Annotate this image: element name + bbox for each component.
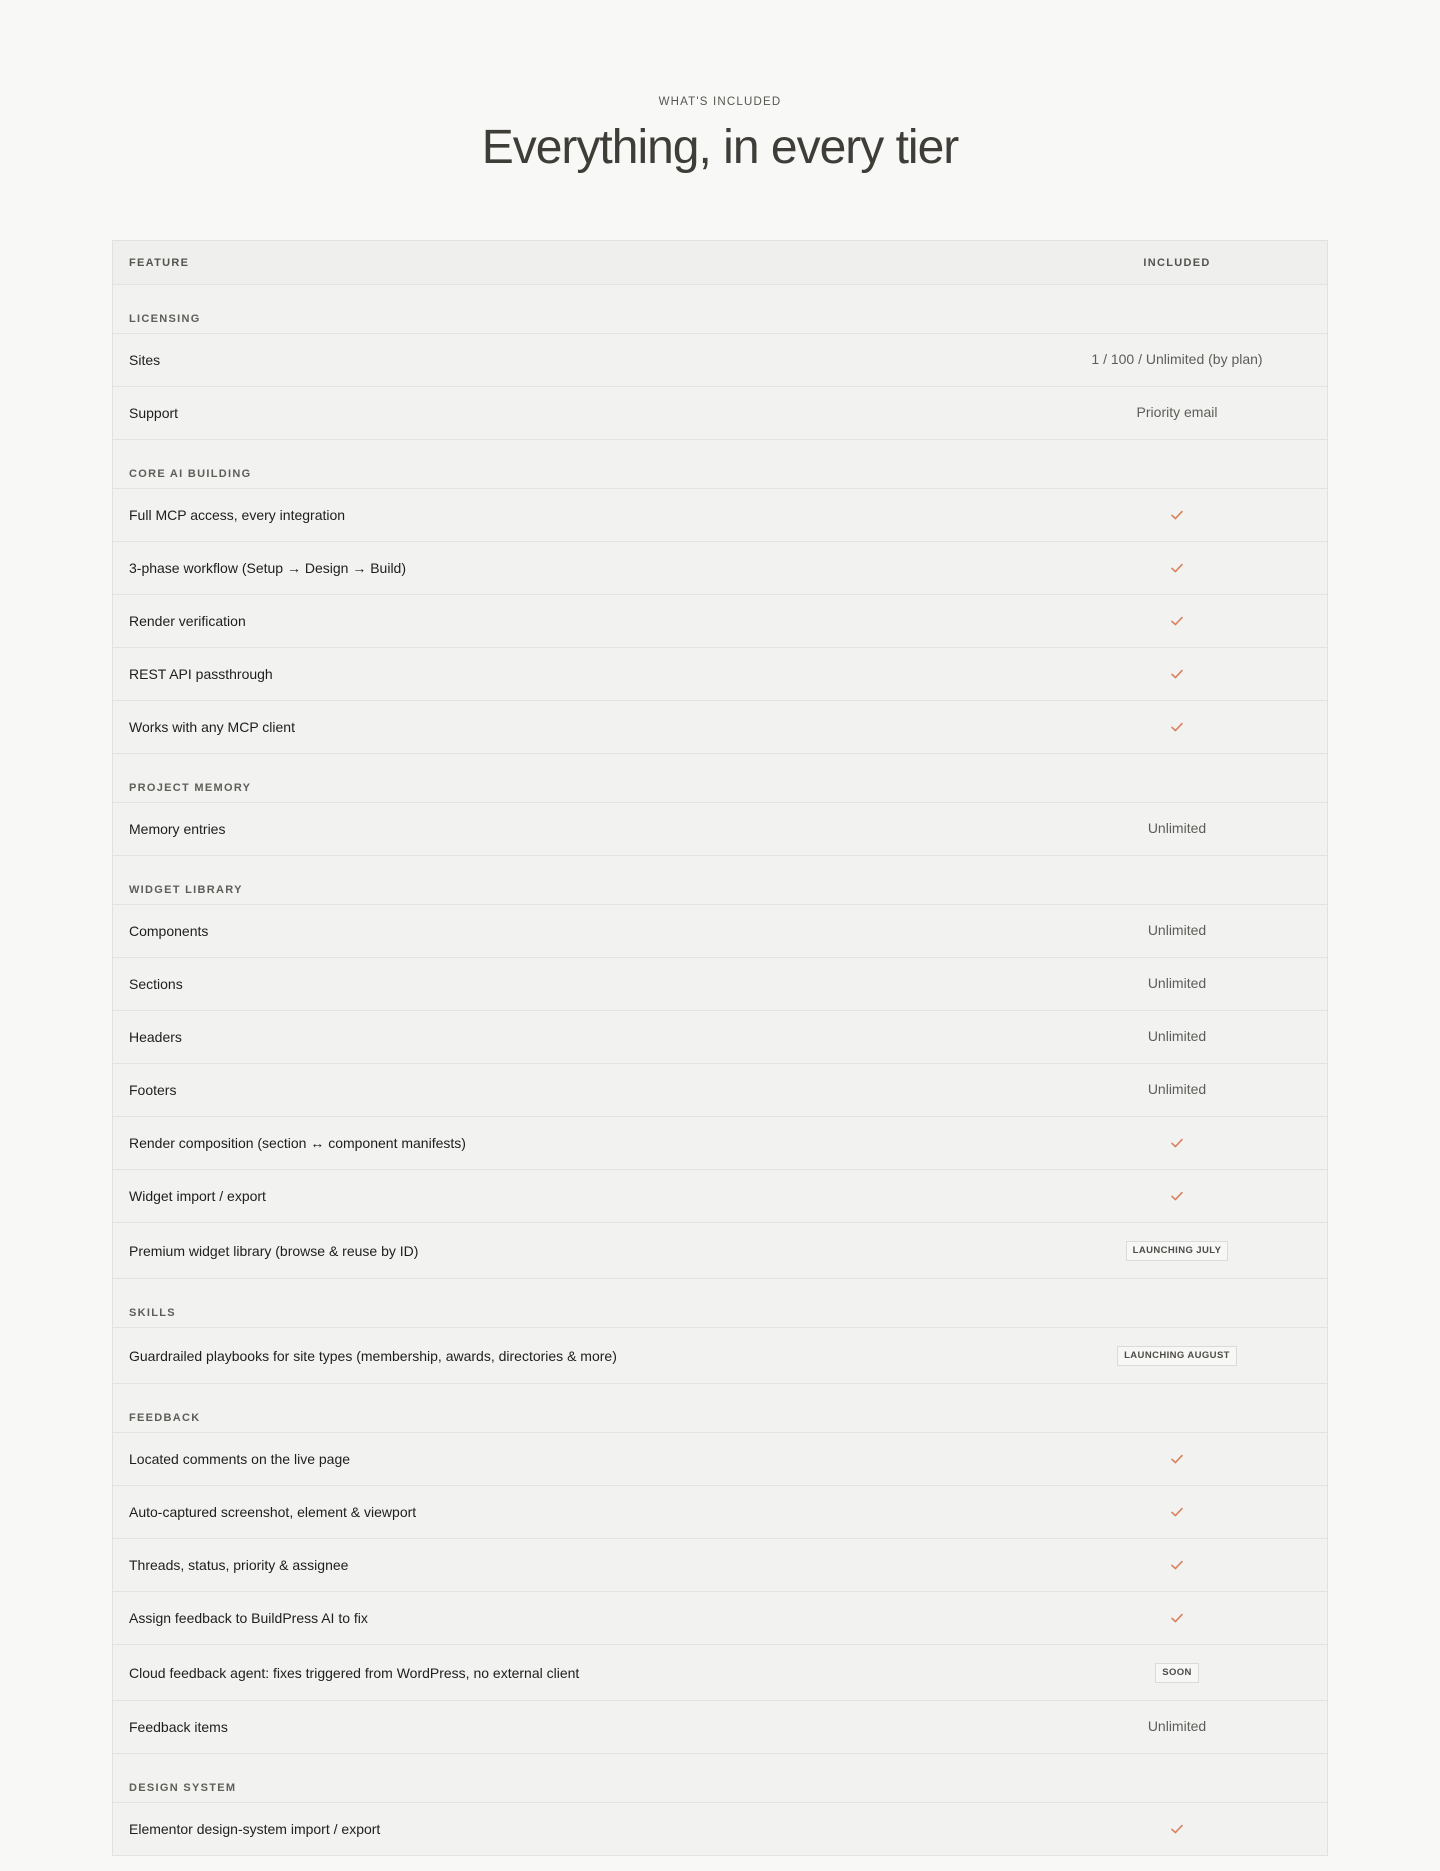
check-icon xyxy=(1170,1611,1184,1625)
table-header-row xyxy=(113,241,1327,285)
table-row xyxy=(113,1539,1327,1592)
included-cell xyxy=(1027,1345,1327,1366)
check-icon xyxy=(1170,720,1184,734)
included-cell xyxy=(1027,559,1327,577)
included-cell xyxy=(1027,975,1327,993)
table-body xyxy=(113,285,1327,1856)
check-icon xyxy=(1170,1558,1184,1572)
section-label: FEEDBACK xyxy=(129,1412,201,1424)
feature-name: Feedback items xyxy=(129,1719,228,1735)
check-icon xyxy=(1170,614,1184,628)
included-cell xyxy=(1027,1187,1327,1205)
included-cell xyxy=(1027,1718,1327,1736)
table-row xyxy=(113,1701,1327,1754)
table-row xyxy=(113,1011,1327,1064)
feature-name: 3-phase workflow (Setup → Design → Build) xyxy=(129,560,407,576)
included-cell xyxy=(1027,1503,1327,1521)
included-cell xyxy=(1027,1134,1327,1152)
table-row xyxy=(113,542,1327,595)
included-cell xyxy=(1027,1028,1327,1046)
feature-name: Located comments on the live page xyxy=(129,1451,351,1467)
section-row xyxy=(113,1754,1327,1803)
included-value: Unlimited xyxy=(1147,1028,1207,1044)
table-row xyxy=(113,958,1327,1011)
feature-name: Premium widget library (browse & reuse by ID) xyxy=(129,1242,419,1259)
section-label: SKILLS xyxy=(129,1307,176,1319)
included-cell xyxy=(1027,612,1327,630)
included-cell xyxy=(1027,718,1327,736)
feature-name: Assign feedback to BuildPress AI to fix xyxy=(129,1610,368,1626)
column-header-feature: FEATURE xyxy=(129,256,190,269)
status-badge: LAUNCHING JULY xyxy=(1126,1241,1229,1261)
table-row xyxy=(113,1223,1327,1279)
feature-name: Headers xyxy=(129,1029,182,1045)
check-icon xyxy=(1170,1452,1184,1466)
feature-name: Widget import / export xyxy=(129,1188,266,1204)
page-title: Everything, in every tier xyxy=(481,121,959,174)
table-row xyxy=(113,803,1327,856)
included-cell xyxy=(1027,1662,1327,1683)
table-row xyxy=(113,1803,1327,1856)
included-cell xyxy=(1027,665,1327,683)
table-row xyxy=(113,905,1327,958)
table-row xyxy=(113,1592,1327,1645)
eyebrow-label: WHAT'S INCLUDED xyxy=(658,96,782,108)
included-cell xyxy=(1027,506,1327,524)
check-icon xyxy=(1170,1136,1184,1150)
feature-name: Guardrailed playbooks for site types (membership, awards, directories & more) xyxy=(129,1347,617,1364)
feature-name: Cloud feedback agent: fixes triggered from WordPress, no external client xyxy=(129,1664,580,1681)
check-icon xyxy=(1170,508,1184,522)
feature-name: Support xyxy=(129,405,179,421)
feature-name: Sections xyxy=(129,976,183,992)
feature-name: Footers xyxy=(129,1082,177,1098)
included-value: Unlimited xyxy=(1147,975,1207,991)
table-row xyxy=(113,1433,1327,1486)
included-value: Priority email xyxy=(1136,404,1218,420)
section-row xyxy=(113,754,1327,803)
section-label: DESIGN SYSTEM xyxy=(129,1782,237,1794)
feature-name: Memory entries xyxy=(129,821,226,837)
table-row xyxy=(113,1645,1327,1701)
section-header xyxy=(0,0,1440,175)
check-icon xyxy=(1170,1505,1184,1519)
table-row xyxy=(113,387,1327,440)
feature-name: Sites xyxy=(129,352,161,368)
status-badge: LAUNCHING AUGUST xyxy=(1117,1346,1237,1366)
check-icon xyxy=(1170,561,1184,575)
feature-name: Render composition (section ↔ component manifests) xyxy=(129,1135,466,1151)
status-badge: SOON xyxy=(1155,1663,1199,1683)
included-value: 1 / 100 / Unlimited (by plan) xyxy=(1091,351,1263,367)
column-header-included: INCLUDED xyxy=(1143,256,1211,269)
included-cell xyxy=(1027,351,1327,369)
included-cell xyxy=(1027,922,1327,940)
included-value: Unlimited xyxy=(1147,820,1207,836)
table-row xyxy=(113,1486,1327,1539)
included-cell xyxy=(1027,1450,1327,1468)
feature-name: Threads, status, priority & assignee xyxy=(129,1557,349,1573)
included-cell xyxy=(1027,1609,1327,1627)
included-cell xyxy=(1027,404,1327,422)
check-icon xyxy=(1170,1822,1184,1836)
table-row xyxy=(113,701,1327,754)
feature-name: Auto-captured screenshot, element & viewport xyxy=(129,1504,417,1520)
included-value: Unlimited xyxy=(1147,1718,1207,1734)
table-row xyxy=(113,334,1327,387)
section-row xyxy=(113,285,1327,334)
table-row xyxy=(113,489,1327,542)
table-row xyxy=(113,648,1327,701)
table-row xyxy=(113,595,1327,648)
table-row xyxy=(113,1328,1327,1384)
section-row xyxy=(113,856,1327,905)
included-cell xyxy=(1027,1556,1327,1574)
included-value: Unlimited xyxy=(1147,922,1207,938)
included-value: Unlimited xyxy=(1147,1081,1207,1097)
table-row xyxy=(113,1170,1327,1223)
section-label: WIDGET LIBRARY xyxy=(129,884,243,896)
feature-name: Components xyxy=(129,923,209,939)
feature-name: REST API passthrough xyxy=(129,666,273,682)
section-row xyxy=(113,440,1327,489)
feature-name: Render verification xyxy=(129,613,246,629)
included-cell xyxy=(1027,1820,1327,1838)
section-row xyxy=(113,1384,1327,1433)
section-row xyxy=(113,1279,1327,1328)
section-label: CORE AI BUILDING xyxy=(129,468,252,480)
table-row xyxy=(113,1064,1327,1117)
feature-name: Elementor design-system import / export xyxy=(129,1821,381,1837)
included-cell xyxy=(1027,1081,1327,1099)
check-icon xyxy=(1170,1189,1184,1203)
feature-name: Full MCP access, every integration xyxy=(129,507,346,523)
included-cell xyxy=(1027,1240,1327,1261)
feature-comparison-table xyxy=(112,240,1328,1856)
check-icon xyxy=(1170,667,1184,681)
table-row xyxy=(113,1117,1327,1170)
included-cell xyxy=(1027,820,1327,838)
section-label: PROJECT MEMORY xyxy=(129,782,252,794)
feature-name: Works with any MCP client xyxy=(129,719,295,735)
section-label: LICENSING xyxy=(129,313,201,325)
